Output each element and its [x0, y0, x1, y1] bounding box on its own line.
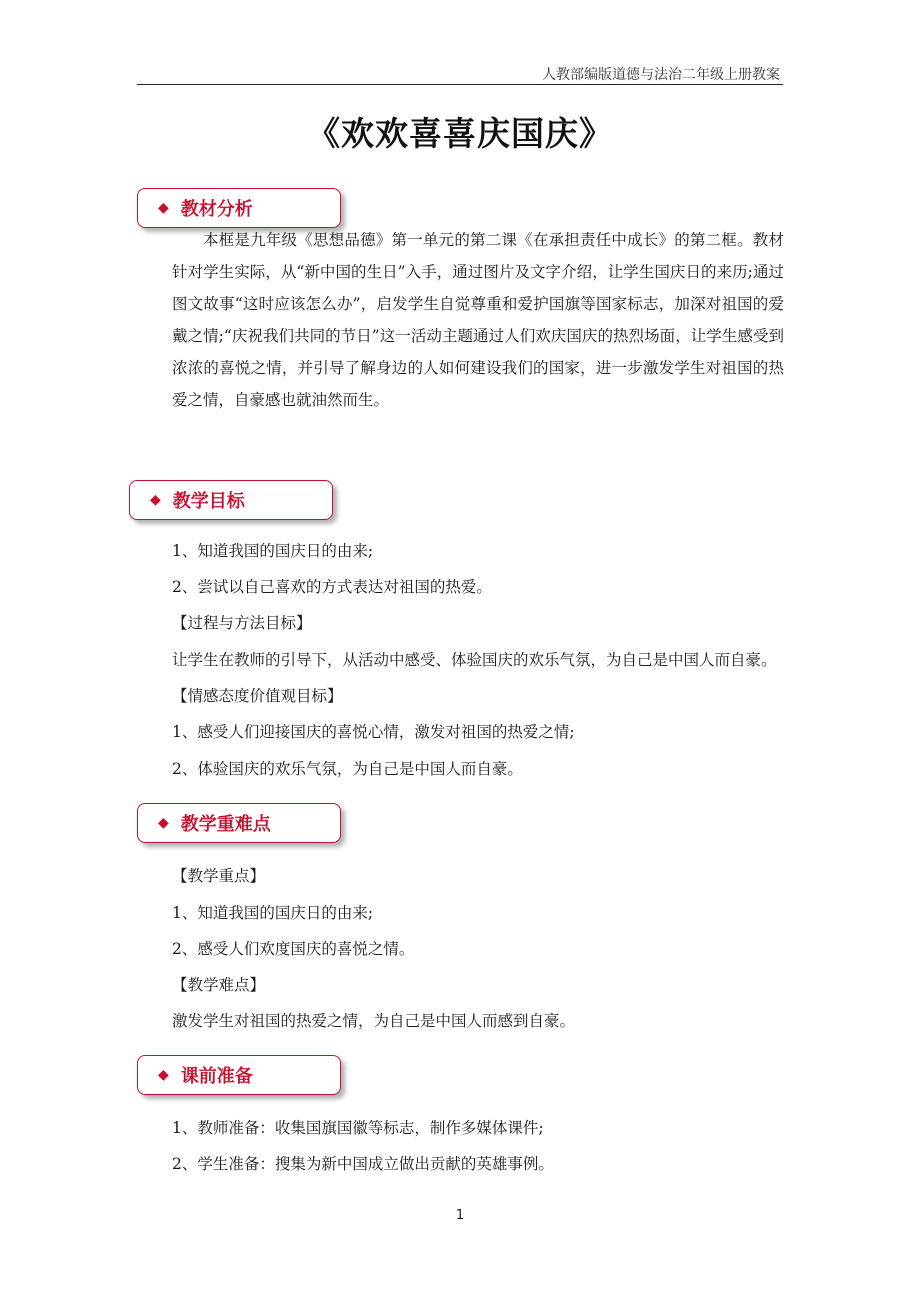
- running-header: 人教部编版道德与法治二年级上册教案: [542, 67, 780, 83]
- diamond-bullet-icon: ◆: [158, 200, 169, 216]
- section-heading-preparation: [137, 1055, 341, 1095]
- difficult-point-label: 【教学难点】: [172, 976, 266, 994]
- difficult-point-text: 激发学生对祖国的热爱之情，为自己是中国人而感到自豪。: [172, 1012, 576, 1030]
- process-goal-label: 【过程与方法目标】: [172, 614, 312, 632]
- diamond-bullet-icon: ◆: [158, 1067, 169, 1083]
- page-number: 1: [455, 1208, 465, 1223]
- diamond-bullet-icon: ◆: [158, 815, 169, 831]
- section-heading-label: 课前准备: [180, 1066, 253, 1087]
- goal-item: 2、尝试以自己喜欢的方式表达对祖国的热爱。: [172, 578, 492, 596]
- goal-item: 1、知道我国的国庆日的由来;: [172, 542, 374, 560]
- preparation-item: 2、学生准备：搜集为新中国成立做出贡献的英雄事例。: [172, 1155, 554, 1173]
- process-goal-text: 让学生在教师的引导下，从活动中感受、体验国庆的欢乐气氛，为自己是中国人而自豪。: [172, 651, 777, 669]
- analysis-paragraph: 本框是九年级《思想品德》第一单元的第二课《在承担责任中成长》的第二框。教材针对学生实际，从“新中国的生日”入手，通过图片及文字介绍，让学生国庆日的来历;通过图文故事“这时应该怎么办”，启发学生自觉尊重和爱护国旗等国家标志，加深对祖国的爱戴之情;“庆祝我们共同的节日”这一活动主题通过人们欢庆国庆的热烈场面，让学生感受到浓浓的喜悦之情，并引导了解身边的人如何建设我们的国家，进一步激发学生对祖国的热爱之情，自豪感也就油然而生。: [172, 231, 784, 409]
- emotion-goal-item: 2、体验国庆的欢乐气氛，为自己是中国人而自豪。: [172, 760, 523, 778]
- section-heading-label: 教学目标: [172, 491, 245, 512]
- key-point-item: 2、感受人们欢度国庆的喜悦之情。: [172, 940, 415, 958]
- section-heading-analysis: [137, 188, 341, 228]
- section-heading-label: 教材分析: [180, 199, 253, 220]
- page-title: 《欢欢喜喜庆国庆》: [307, 114, 613, 153]
- emotion-goal-label: 【情感态度价值观目标】: [172, 687, 343, 705]
- emotion-goal-item: 1、感受人们迎接国庆的喜悦心情，激发对祖国的热爱之情;: [172, 723, 575, 741]
- key-point-item: 1、知道我国的国庆日的由来;: [172, 904, 374, 922]
- preparation-item: 1、教师准备：收集国旗国徽等标志，制作多媒体课件;: [172, 1119, 544, 1137]
- section-heading-label: 教学重难点: [180, 814, 271, 835]
- section-heading-keypoints: [137, 803, 341, 843]
- header-divider: [137, 84, 783, 85]
- diamond-bullet-icon: ◆: [150, 492, 161, 508]
- section-heading-goals: [129, 480, 333, 520]
- key-point-label: 【教学重点】: [172, 867, 266, 885]
